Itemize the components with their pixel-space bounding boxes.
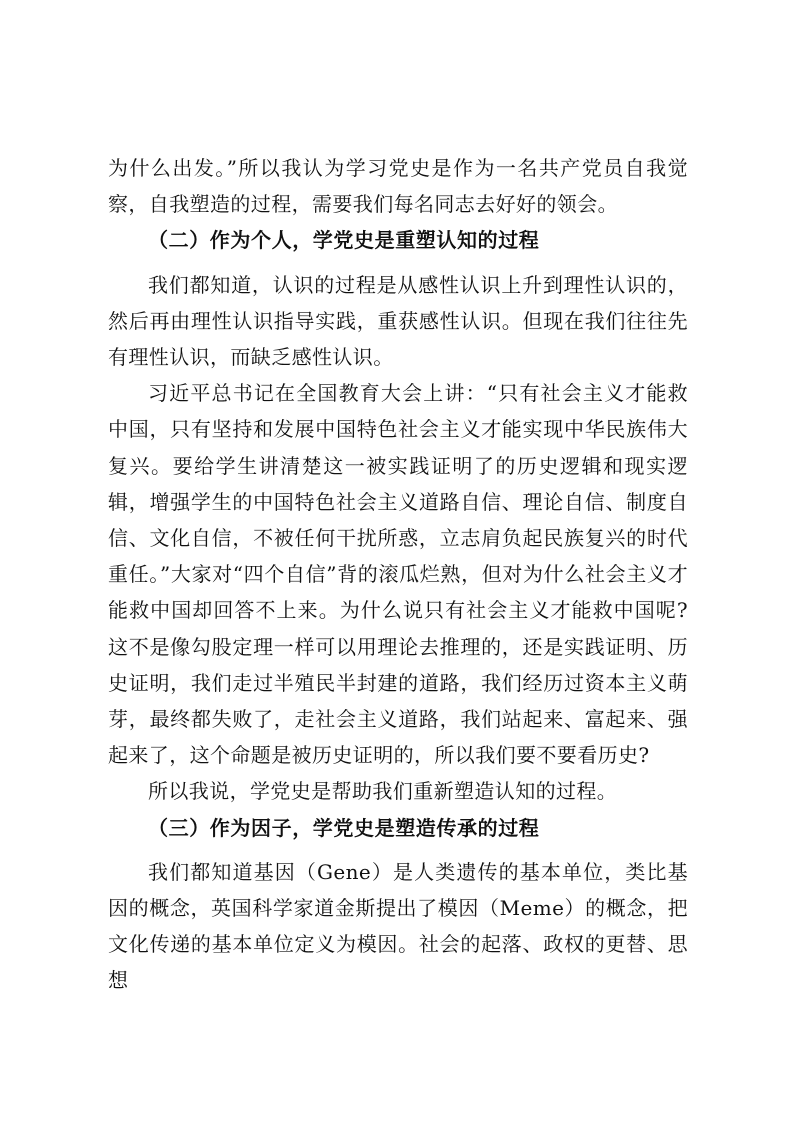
paragraph-continuation: 为什么出发。”所以我认为学习党史是作为一名共产党员自我觉察，自我塑造的过程，需要我们每名同志去好好的领会。 bbox=[108, 156, 688, 217]
paragraph-xi-quote: 习近平总书记在全国教育大会上讲：“只有社会主义才能救中国，只有坚持和发展中国特色社会主义才能实现中华民族伟大复兴。要给学生讲清楚这一被实践证明了的历史逻辑和现实逻辑，增强学生的中国特色社会主义道路自信、理论自信、制度自信、文化自信，不被任何干扰所惑，立志肩负起民族复兴的时代重任。”大家对“四个自信”背的滚瓜烂熟，但对为什么社会主义才能救中国却回答不上来。为什么说只有社会主义才能救中国呢?这不是像勾股定理一样可以用理论去推理的，还是实践证明、历史证明，我们走过半殖民半封建的道路，我们经历过资本主义萌芽，最终都失败了，走社会主义道路，我们站起来、富起来、强起来了，这个命题是被历史证明的，所以我们要不要看历史? bbox=[108, 381, 688, 768]
paragraph-conclusion: 所以我说，学党史是帮助我们重新塑造认知的过程。 bbox=[148, 779, 618, 804]
heading-spacing bbox=[108, 259, 688, 267]
heading-spacing bbox=[108, 846, 688, 854]
paragraph-cognition: 我们都知道，认识的过程是从感性认识上升到理性认识的，然后再由理性认识指导实践，重获感性认识。但现在我们往往先有理性认识，而缺乏感性认识。 bbox=[108, 272, 688, 370]
document-body bbox=[108, 150, 688, 999]
section-heading-2: （二）作为个人，学党史是重塑认知的过程 bbox=[148, 228, 540, 253]
paragraph-meme: 我们都知道基因（Gene）是人类遗传的基本单位，类比基因的概念，英国科学家道金斯提出了模因（Meme）的概念，把文化传递的基本单位定义为模因。社会的起落、政权的更替、思想 bbox=[108, 859, 688, 993]
section-heading-3: （三）作为因子，学党史是塑造传承的过程 bbox=[148, 815, 540, 840]
